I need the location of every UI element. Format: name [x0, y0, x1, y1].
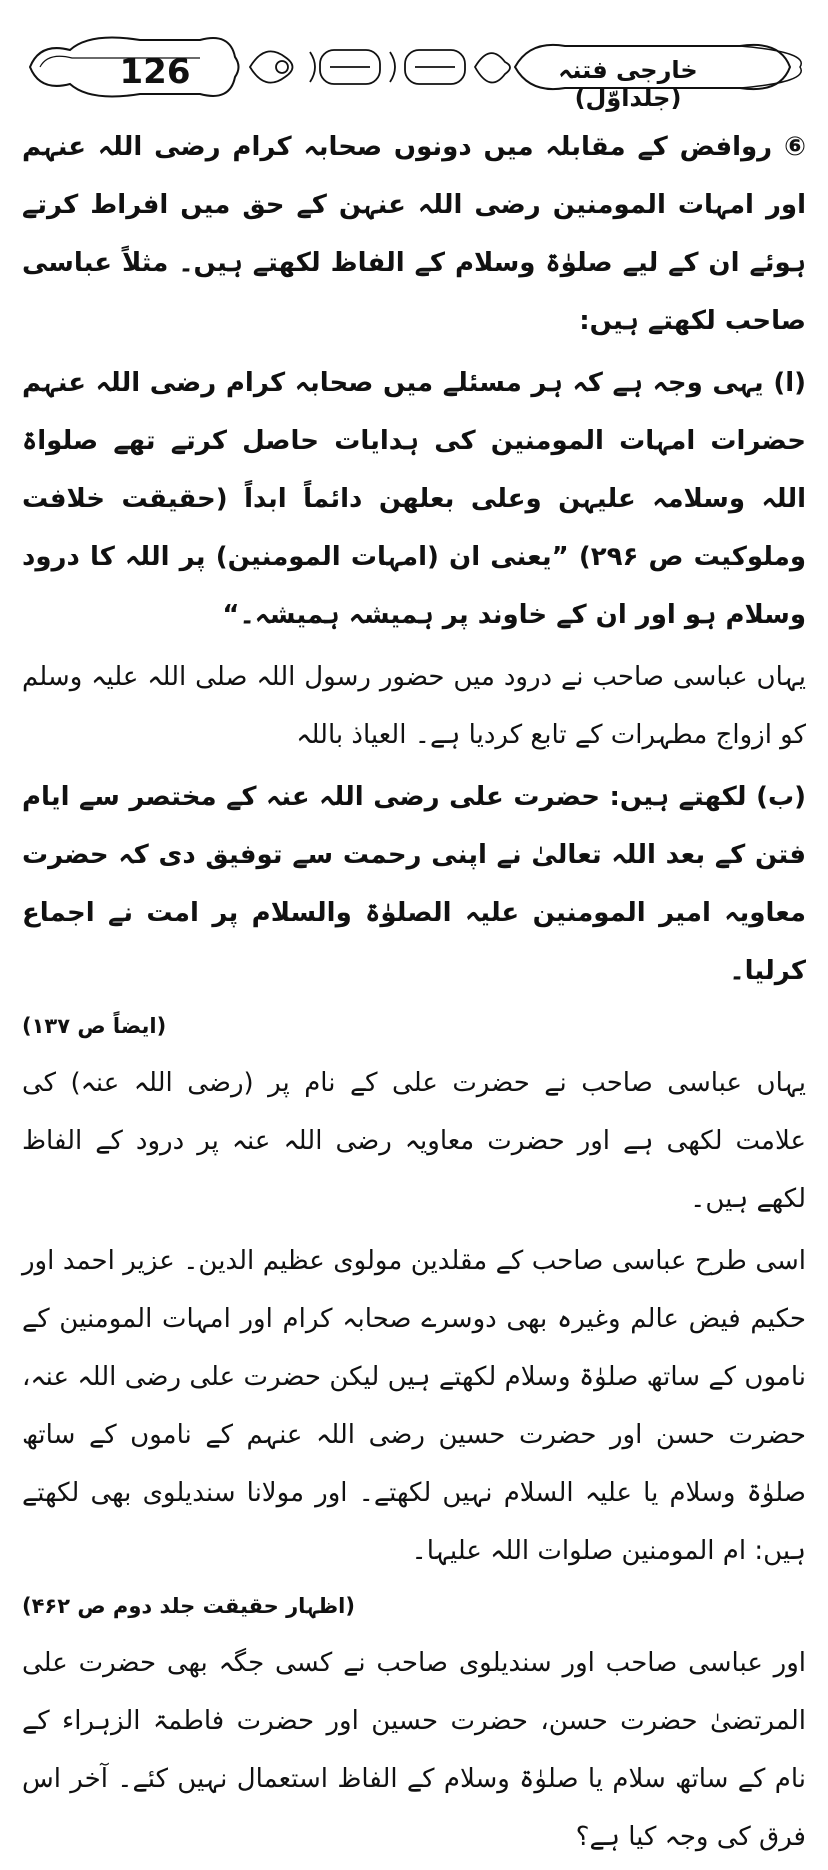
page-body	[22, 118, 806, 1870]
paragraph-b-commentary: یہاں عباسی صاحب نے حضرت علی کے نام پر (رضی اللہ عنہ) کی علامت لکھی ہے اور حضرت معاویہ رضی اللہ عنہ پر درود کے الفاظ لکھے ہیں۔	[22, 1068, 806, 1214]
paragraph-a-commentary: یہاں عباسی صاحب نے درود میں حضور رسول اللہ صلی اللہ علیہ وسلم کو ازواج مطہرات کے تابع کردیا ہے۔ العیاذ باللہ	[22, 662, 806, 750]
paragraph-6: ⑥ روافض کے مقابلہ میں دونوں صحابہ کرام رضی اللہ عنہم اور امہات المومنین رضی اللہ عنہن کے حق میں افراط کرتے ہوئے ان کے لیے صلوٰۃ وسلام کے الفاظ لکھتے ہیں۔ مثلاً عباسی صاحب لکھتے ہیں:	[22, 132, 806, 336]
reference-1: (ایضاً ص ۱۳۷)	[22, 1014, 167, 1038]
reference-2: (اظہار حقیقت جلد دوم ص ۴۶۲)	[22, 1594, 355, 1618]
paragraph-c: اسی طرح عباسی صاحب کے مقلدین مولوی عظیم الدین۔ عزیر احمد اور حکیم فیض عالم وغیرہ بھی دوسرے صحابہ کرام اور امہات المومنین کے ناموں کے ساتھ صلوٰۃ وسلام لکھتے ہیں لیکن حضرت علی رضی اللہ عنہ، حضرت حسن اور حضرت حسین رضی اللہ عنہم کے ناموں کے ساتھ صلوٰۃ وسلام یا علیہ السلام نہیں لکھتے۔ اور مولانا سندیلوی بھی لکھتے ہیں: ام المومنین صلوات اللہ علیہا۔	[22, 1246, 806, 1566]
book-title: خارجی فتنہ (جلداوّل)	[558, 56, 698, 112]
paragraph-d: اور عباسی صاحب اور سندیلوی صاحب نے کسی جگہ بھی حضرت علی المرتضیٰ حضرت حسن، حضرت حسین اور حضرت فاطمۃ الزہراء کے نام کے ساتھ سلام یا صلوٰۃ وسلام کے الفاظ استعمال نہیں کئے۔ آخر اس فرق کی وجہ کیا ہے؟	[22, 1648, 806, 1852]
page-number: 126	[119, 52, 191, 92]
paragraph-a: (ا) یہی وجہ ہے کہ ہر مسئلے میں صحابہ کرام رضی اللہ عنہم حضرات امہات المومنین کی ہدایات حاصل کرتے تھے صلواۃ اللہ وسلامہ علیہن وعلی بعلھن دائماً ابداً (حقیقت خلافت وملوکیت ص ۲۹۶) ”یعنی ان (امہات المومنین) پر اللہ کا درود وسلام ہو اور ان کے خاوند پر ہمیشہ ہمیشہ۔“	[22, 368, 807, 630]
paragraph-b: (ب) لکھتے ہیں: حضرت علی رضی اللہ عنہ کے مختصر سے ایام فتن کے بعد اللہ تعالیٰ نے اپنی رحمت سے توفیق دی کہ حضرت معاویہ امیر المومنین علیہ الصلوٰۃ والسلام پر امت نے اجماع کرلیا۔	[22, 782, 806, 986]
page-header	[20, 22, 810, 112]
